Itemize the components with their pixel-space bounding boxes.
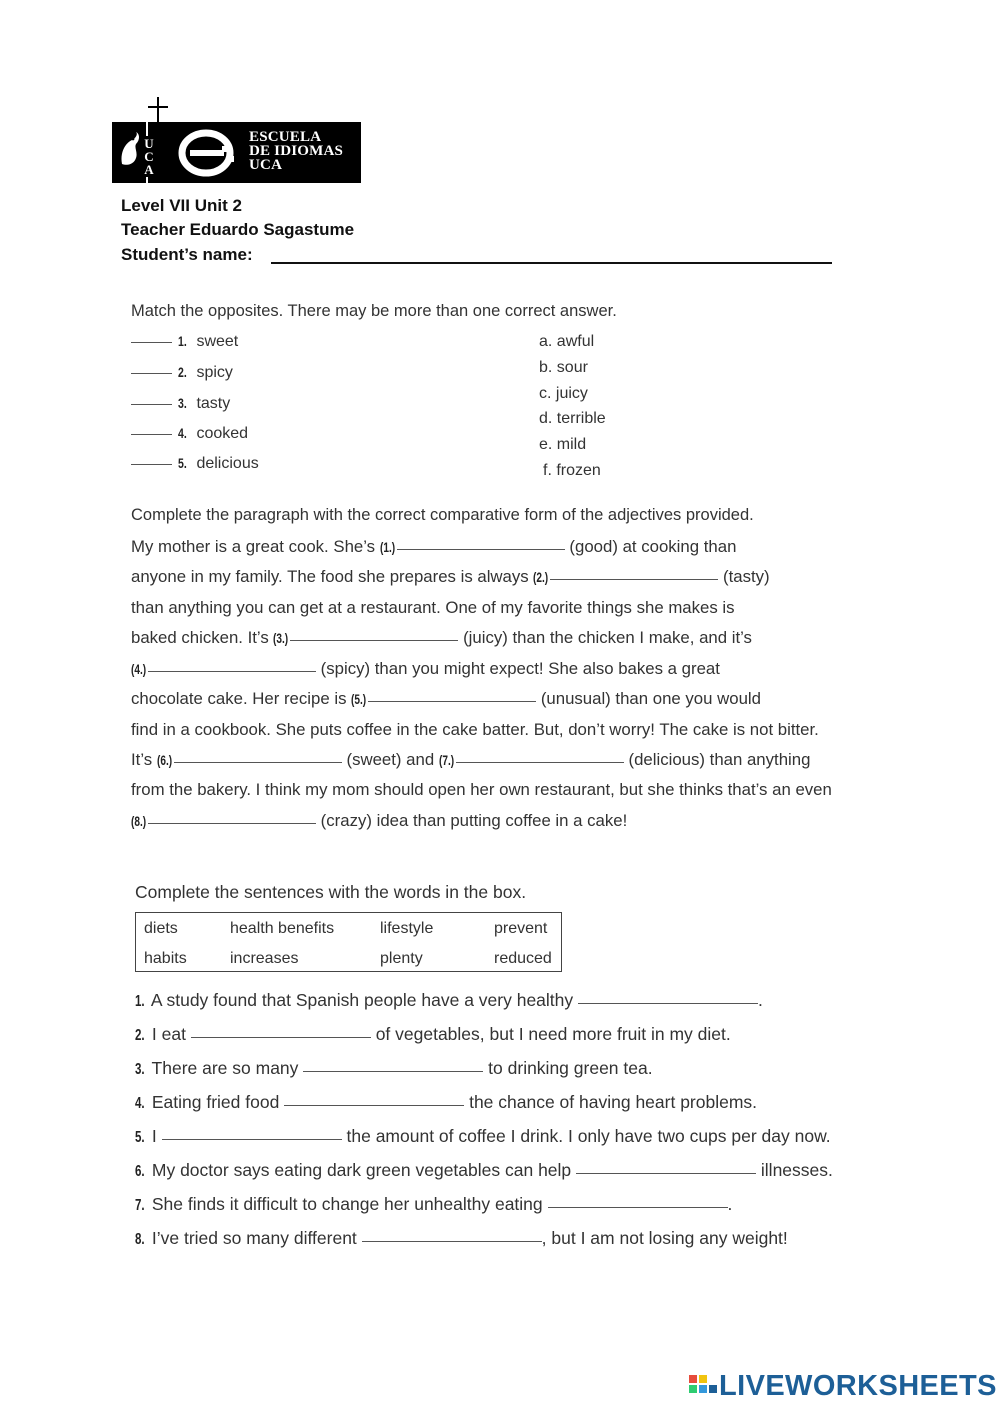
word-box-item: increases [230, 950, 299, 967]
word-box-item: health benefits [230, 920, 335, 937]
logo-square-icon [699, 1385, 707, 1393]
sentence: 7. She finds it difficult to change her unhealthy eating . [135, 1194, 733, 1214]
sentence: 6. My doctor says eating dark green vegetables can help illnesses. [135, 1160, 833, 1180]
blank-3[interactable] [290, 640, 458, 641]
paragraph-line: My mother is a great cook. She’s (1.) (good) at cooking than [131, 537, 737, 556]
ex1-option: a. awful [539, 333, 595, 350]
ex1-item: 2. spicy [131, 364, 233, 382]
blank-8[interactable] [148, 823, 316, 824]
word-box-item: prevent [494, 920, 548, 937]
ex1-option: d. terrible [539, 410, 606, 427]
paragraph-line: find in a cookbook. She puts coffee in the cake batter. But, don’t worry! The cake is not bitter. [131, 720, 819, 739]
logo-uca-vertical: U C A [142, 136, 156, 177]
ex1-option: f. frozen [543, 462, 601, 479]
blank-5[interactable] [368, 701, 536, 702]
paragraph-line: It’s (6.) (sweet) and (7.) (delicious) than anything [131, 750, 811, 769]
ex1-answer-field[interactable] [131, 404, 172, 405]
sentence: 2. I eat of vegetables, but I need more fruit in my diet. [135, 1024, 731, 1044]
logo-square-icon [699, 1375, 707, 1383]
sentence-blank[interactable] [162, 1139, 342, 1140]
ex1-item: 4. cooked [131, 425, 248, 443]
ex1-answer-field[interactable] [131, 464, 172, 465]
sentence-blank[interactable] [548, 1207, 728, 1208]
sentence-blank[interactable] [578, 1003, 758, 1004]
ex1-item: 1. sweet [131, 333, 238, 351]
sentence-blank[interactable] [191, 1037, 371, 1038]
sentence: 8. I’ve tried so many different , but I am not losing any weight! [135, 1228, 788, 1248]
level-heading: Level VII Unit 2 [121, 196, 242, 215]
ex1-answer-field[interactable] [131, 434, 172, 435]
logo-text: ESCUELA DE IDIOMAS UCA [249, 129, 344, 173]
pelican-icon [118, 130, 142, 170]
word-box-item: plenty [380, 950, 423, 967]
brand-name: LIVEWORKSHEETS [719, 1370, 997, 1402]
blank-4[interactable] [148, 671, 316, 672]
word-box-item: diets [144, 920, 178, 937]
logo-e-mark-icon [178, 128, 244, 178]
logo-square-icon [689, 1385, 697, 1393]
sentence-blank[interactable] [303, 1071, 483, 1072]
ex1-item: 3. tasty [131, 395, 230, 413]
sentence: 5. I the amount of coffee I drink. I only have two cups per day now. [135, 1126, 831, 1146]
ex1-option: c. juicy [539, 385, 588, 402]
student-name-field[interactable] [271, 262, 832, 264]
paragraph-line: (4.) (spicy) than you might expect! She also bakes a great [131, 659, 720, 678]
paragraph-line: (8.) (crazy) idea than putting coffee in a cake! [131, 811, 628, 830]
logo-square-icon [709, 1385, 717, 1393]
blank-1[interactable] [397, 549, 565, 550]
ex1-option: b. sour [539, 359, 588, 376]
paragraph-line: from the bakery. I think my mom should open her own restaurant, but she thinks that’s an even [131, 780, 832, 799]
sentence-blank[interactable] [576, 1173, 756, 1174]
blank-6[interactable] [174, 762, 342, 763]
paragraph-line: than anything you can get at a restaurant. One of my favorite things she makes is [131, 598, 735, 617]
ex1-answer-field[interactable] [131, 373, 172, 374]
ex1-title: Match the opposites. There may be more than one correct answer. [131, 302, 617, 320]
sentence-blank[interactable] [362, 1241, 542, 1242]
word-box-item: lifestyle [380, 920, 434, 937]
sentence: 3. There are so many to drinking green tea. [135, 1058, 653, 1078]
word-box-item: reduced [494, 950, 552, 967]
sentence: 4. Eating fried food the chance of having heart problems. [135, 1092, 758, 1112]
paragraph-line: baked chicken. It’s (3.) (juicy) than the chicken I make, and it’s [131, 628, 752, 647]
word-box-item: habits [144, 950, 187, 967]
ex1-item: 5. delicious [131, 455, 259, 473]
logo-cross-bar [148, 106, 168, 108]
paragraph-line: chocolate cake. Her recipe is (5.) (unusual) than one you would [131, 689, 761, 708]
teacher-heading: Teacher Eduardo Sagastume [121, 220, 355, 239]
word-box [135, 912, 562, 972]
sentence: 1. A study found that Spanish people have a very healthy . [135, 990, 763, 1010]
blank-7[interactable] [456, 762, 624, 763]
ex3-title: Complete the sentences with the words in the box. [135, 882, 527, 902]
paragraph-line: anyone in my family. The food she prepares is always (2.) (tasty) [131, 567, 770, 586]
ex2-title: Complete the paragraph with the correct comparative form of the adjectives provided. [131, 506, 754, 524]
school-logo [112, 122, 361, 183]
sentence-blank[interactable] [284, 1105, 464, 1106]
blank-2[interactable] [550, 579, 718, 580]
ex1-option: e. mild [539, 436, 587, 453]
ex1-answer-field[interactable] [131, 342, 172, 343]
student-name-label: Student’s name: [121, 245, 253, 264]
logo-square-icon [689, 1375, 697, 1383]
